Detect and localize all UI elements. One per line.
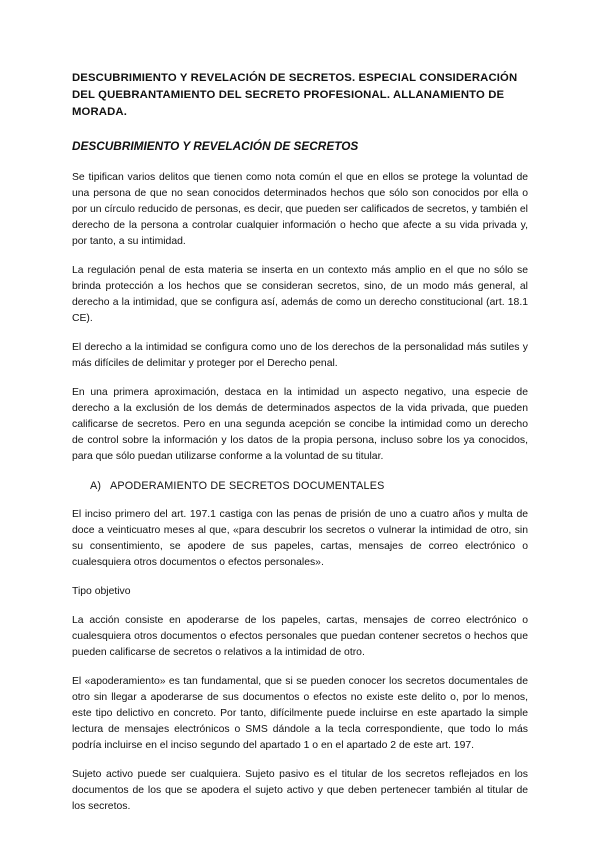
section-a-heading-text: APODERAMIENTO DE SECRETOS DOCUMENTALES	[110, 480, 385, 492]
paragraph-intro: Se tipifican varios delitos que tienen como nota común el que en ellos se protege la voluntad de una persona de que no sean conocidos determinados hechos que sólo son conocidos por ella o por un círculo reducido de personas, es decir, que pueden ser calificados de secretos, y también el derecho de la persona a controlar cualquier información o hecho que afecte a su vida privada y, por tanto, a su intimidad.	[72, 172, 528, 247]
paragraph-approximation: En una primera aproximación, destaca en la intimidad un aspecto negativo, una especie de derecho a la exclusión de los demás de determinados aspectos de la vida privada, que pueden calificarse de secretos. Pero en una segunda acepción se concibe la intimidad como un derecho de control sobre la información y los datos de la propia persona, incluso sobre los ya conocidos, para que sólo puedan utilizarse conforme a la voluntad de su titular.	[72, 387, 528, 462]
document-title: DESCUBRIMIENTO Y REVELACIÓN DE SECRETOS. ESPECIAL CONSIDERACIÓN DEL QUEBRANTAMIENTO DEL SECRETO PROFESIONAL. ALLANAMIENTO DE MORADA.	[72, 72, 518, 118]
paragraph-right-to-privacy: El derecho a la intimidad se configura como uno de los derechos de la personalidad más sutiles y más difíciles de delimitar y proteger por el Derecho penal.	[72, 342, 528, 369]
paragraph-apoderamiento: El «apoderamiento» es tan fundamental, que si se pueden conocer los secretos documentales de otro sin llegar a apoderarse de sus documentos o efectos no existe este delito o, por lo menos, este tipo delictivo en concreto. Por tanto, difícilmente puede incluirse en este apartado la simple lectura de mensajes electrónicos o SMS dándole a la tecla correspondiente, que todo lo más podría incluirse en el inciso segundo del apartado 1 o en el apartado 2 de este art. 197.	[72, 676, 528, 751]
paragraph-regulation: La regulación penal de esta materia se inserta en un contexto más amplio en el que no sólo se brinda protección a los hechos que se consideran secretos, sino, de un modo más general, al derecho a la intimidad, que se configura así, además de como un derecho constitucional (art. 18.1 CE).	[72, 265, 528, 324]
paragraph-accion: La acción consiste en apoderarse de los papeles, cartas, mensajes de correo electrónico o cualesquiera otros documentos o efectos personales que puedan contener secretos o hechos que pueden calificarse de secretos o relativos a la intimidad de otro.	[72, 615, 528, 658]
paragraph-art-197-1: El inciso primero del art. 197.1 castiga con las penas de prisión de uno a cuatro años y multa de doce a veinticuatro meses al que, «para descubrir los secretos o vulnerar la intimidad de otro, sin su consentimiento, se apodere de sus papeles, cartas, mensajes de correo electrónico o cualesquiera otros documentos o efectos personales».	[72, 509, 528, 568]
tipo-objetivo-heading: Tipo objetivo	[72, 586, 131, 597]
section-subtitle: DESCUBRIMIENTO Y REVELACIÓN DE SECRETOS	[72, 139, 359, 153]
paragraph-sujetos: Sujeto activo puede ser cualquiera. Sujeto pasivo es el titular de los secretos reflejados en los documentos de los que se apodera el sujeto activo y que deben pertenecer también al titular de los secretos.	[72, 769, 528, 812]
section-a-heading	[72, 478, 528, 494]
section-a-marker: A)	[90, 480, 102, 492]
